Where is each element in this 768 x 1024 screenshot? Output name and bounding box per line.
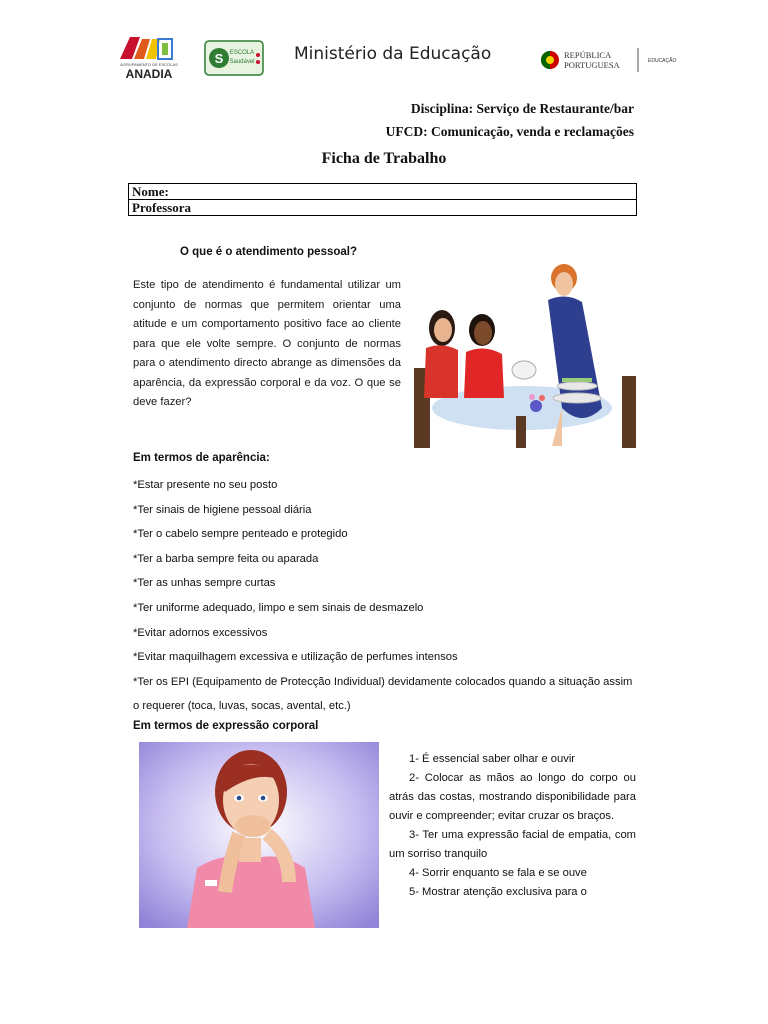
eco-school-logo bbox=[204, 40, 264, 76]
intro-paragraph: Este tipo de atendimento é fundamental utilizar um conjunto de normas que permitem orientar uma atitude e um comportamento positivo face ao cliente para que ele volte sempre. O conjunto de normas para o atendimento directo abrange as dimensões da aparência, da expressão corporal e da voz. O que se deve fazer? bbox=[133, 279, 401, 408]
list-item: 1- É essencial saber olhar e ouvir bbox=[409, 753, 576, 765]
school-subtitle: AGRUPAMENTO DE ESCOLAS bbox=[120, 62, 178, 67]
sheet-title: Ficha de Trabalho bbox=[321, 150, 447, 167]
body-expression-list bbox=[389, 750, 636, 902]
svg-text:ESCOLA: ESCOLA bbox=[229, 50, 255, 56]
teacher-row bbox=[129, 200, 637, 216]
list-item: *Ter o cabelo sempre penteado e protegido bbox=[133, 528, 348, 541]
cafe-service-illustration bbox=[412, 258, 640, 450]
ministry-title: Ministério da Educação bbox=[294, 44, 492, 64]
appearance-heading: Em termos de aparência: bbox=[133, 452, 270, 464]
republic-label-line2: PORTUGUESA bbox=[564, 60, 620, 70]
list-item: *Evitar maquilhagem excessiva e utilização de perfumes intensos bbox=[133, 651, 458, 664]
list-item: *Evitar adornos excessivos bbox=[133, 626, 268, 639]
list-item: 3- Ter uma expressão facial de empatia, com um sorriso tranquilo bbox=[389, 829, 636, 860]
discipline-label: Disciplina: Serviço de Restaurante/bar bbox=[410, 101, 634, 116]
republica-portuguesa-logo bbox=[540, 44, 680, 76]
name-row bbox=[129, 184, 637, 200]
republic-sub-label: EDUCAÇÃO bbox=[648, 58, 677, 64]
school-name: ANADIA bbox=[125, 67, 173, 81]
name-field[interactable]: Nome: bbox=[129, 184, 637, 200]
ufcd-label: UFCD: Comunicação, venda e reclamações bbox=[385, 124, 634, 139]
list-item: *Ter os EPI (Equipamento de Protecção Individual) devidamente colocados quando a situação assim o requerer (toca, luvas, socas, avental, etc.) bbox=[133, 675, 633, 712]
svg-text:S: S bbox=[214, 51, 224, 66]
list-item: *Ter uniforme adequado, limpo e sem sinais de desmazelo bbox=[133, 601, 424, 614]
list-item: *Ter as unhas sempre curtas bbox=[133, 577, 276, 590]
list-item: 2- Colocar as mãos ao longo do corpo ou atrás das costas, mostrando disponibilidade para ouvir e compreender; evitar cruzar os braços. bbox=[389, 772, 636, 822]
appearance-list bbox=[133, 473, 638, 718]
teacher-field[interactable]: Professora bbox=[129, 200, 637, 216]
svg-text:Saudável: Saudável bbox=[229, 59, 255, 65]
anadia-school-logo bbox=[116, 33, 182, 81]
list-item: *Ter sinais de higiene pessoal diária bbox=[133, 503, 312, 516]
girl-covering-mouth-image bbox=[139, 742, 379, 928]
intro-heading: O que é o atendimento pessoal? bbox=[180, 246, 358, 258]
list-item: 5- Mostrar atenção exclusiva para o bbox=[409, 886, 587, 898]
republic-label-line1: REPÚBLICA bbox=[564, 50, 612, 60]
list-item: 4- Sorrir enquanto se fala e se ouve bbox=[409, 867, 587, 879]
list-item: *Ter a barba sempre feita ou aparada bbox=[133, 552, 319, 565]
student-info-table bbox=[128, 183, 637, 216]
body-expression-heading: Em termos de expressão corporal bbox=[133, 720, 319, 732]
list-item: *Estar presente no seu posto bbox=[133, 479, 278, 491]
